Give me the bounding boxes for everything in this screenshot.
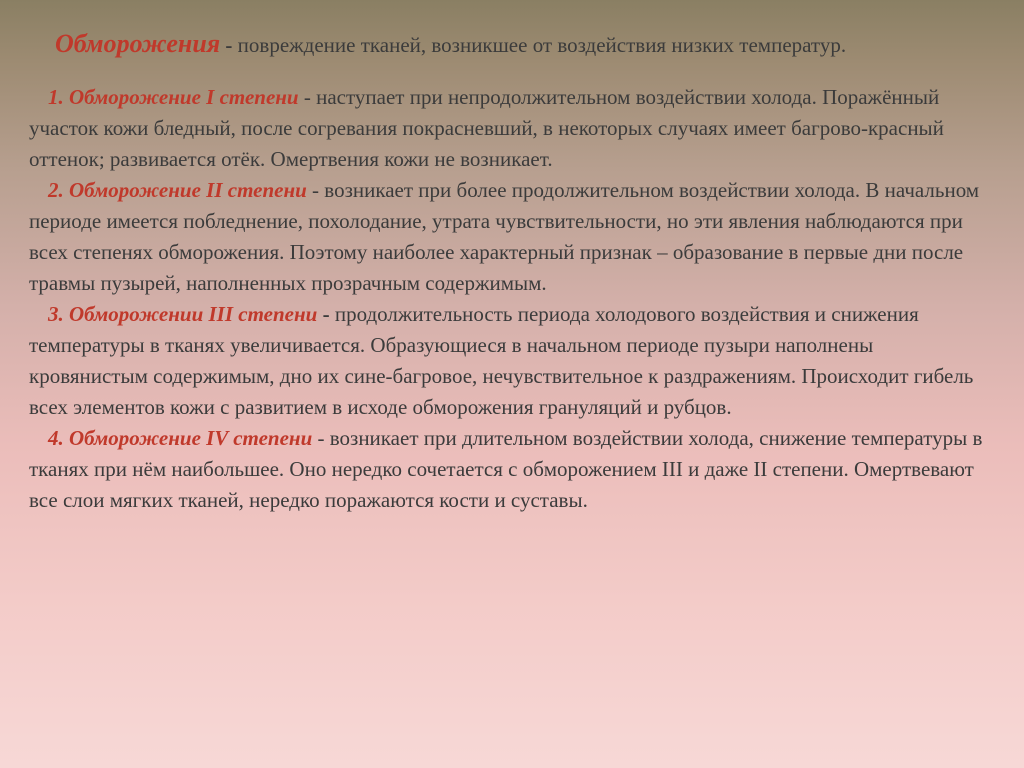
intro-separator: - xyxy=(220,33,238,57)
degree-4-text: возникает при длительном воздействии холода, снижение температуры в тканях при нём наибольшее. Оно нередко сочетается с обморожением III и даже II степени. Омертвевают все слои мягких тканей, нередко поражаются кости и суставы. xyxy=(29,426,983,512)
degree-2-separator: - xyxy=(306,178,325,202)
degree-2-text: возникает при более продолжительном воздействии холода. В начальном периоде имеется побледнение, похолодание, утрата чувствительности, но эти явления наблюдаются при всех степенях обморожения. Поэтому наиболее характерный признак – образование в первые дни после травмы пузырей, наполненных прозрачным содержимым. xyxy=(29,178,980,295)
degree-2-title: 2. Обморожение II степени xyxy=(48,178,307,202)
slide-content xyxy=(29,28,989,516)
degree-1-paragraph xyxy=(29,82,989,175)
degree-3-text: продолжительность периода холодового воздействия и снижения температуры в тканях увеличивается. Образующиеся в начальном периоде пузыри наполнены кровянистым содержимым, дно их сине-багровое, нечувствительное к раздражениям. Происходит гибель всех элементов кожи с развитием в исходе обморожения грануляций и рубцов. xyxy=(29,302,974,419)
degree-4-title: 4. Обморожение IV степени xyxy=(48,426,313,450)
degree-3-paragraph xyxy=(29,299,989,423)
intro-text: повреждение тканей, возникшее от воздействия низких температур. xyxy=(237,33,847,57)
degree-3-title: 3. Обморожении III степени xyxy=(48,302,318,326)
degree-4-separator: - xyxy=(312,426,330,450)
intro-paragraph xyxy=(29,28,989,61)
degree-1-title: 1. Обморожение I степени xyxy=(48,85,299,109)
intro-title: Обморожения xyxy=(55,29,221,58)
degree-2-paragraph xyxy=(29,175,989,299)
degree-1-separator: - xyxy=(298,85,317,109)
degree-4-paragraph xyxy=(29,423,989,516)
degree-3-separator: - xyxy=(317,302,335,326)
degree-1-text: наступает при непродолжительном воздействии холода. Поражённый участок кожи бледный, после согревания покрасневший, в некоторых случаях имеет багрово-красный оттенок; развивается отёк. Омертвения кожи не возникает. xyxy=(29,85,944,171)
